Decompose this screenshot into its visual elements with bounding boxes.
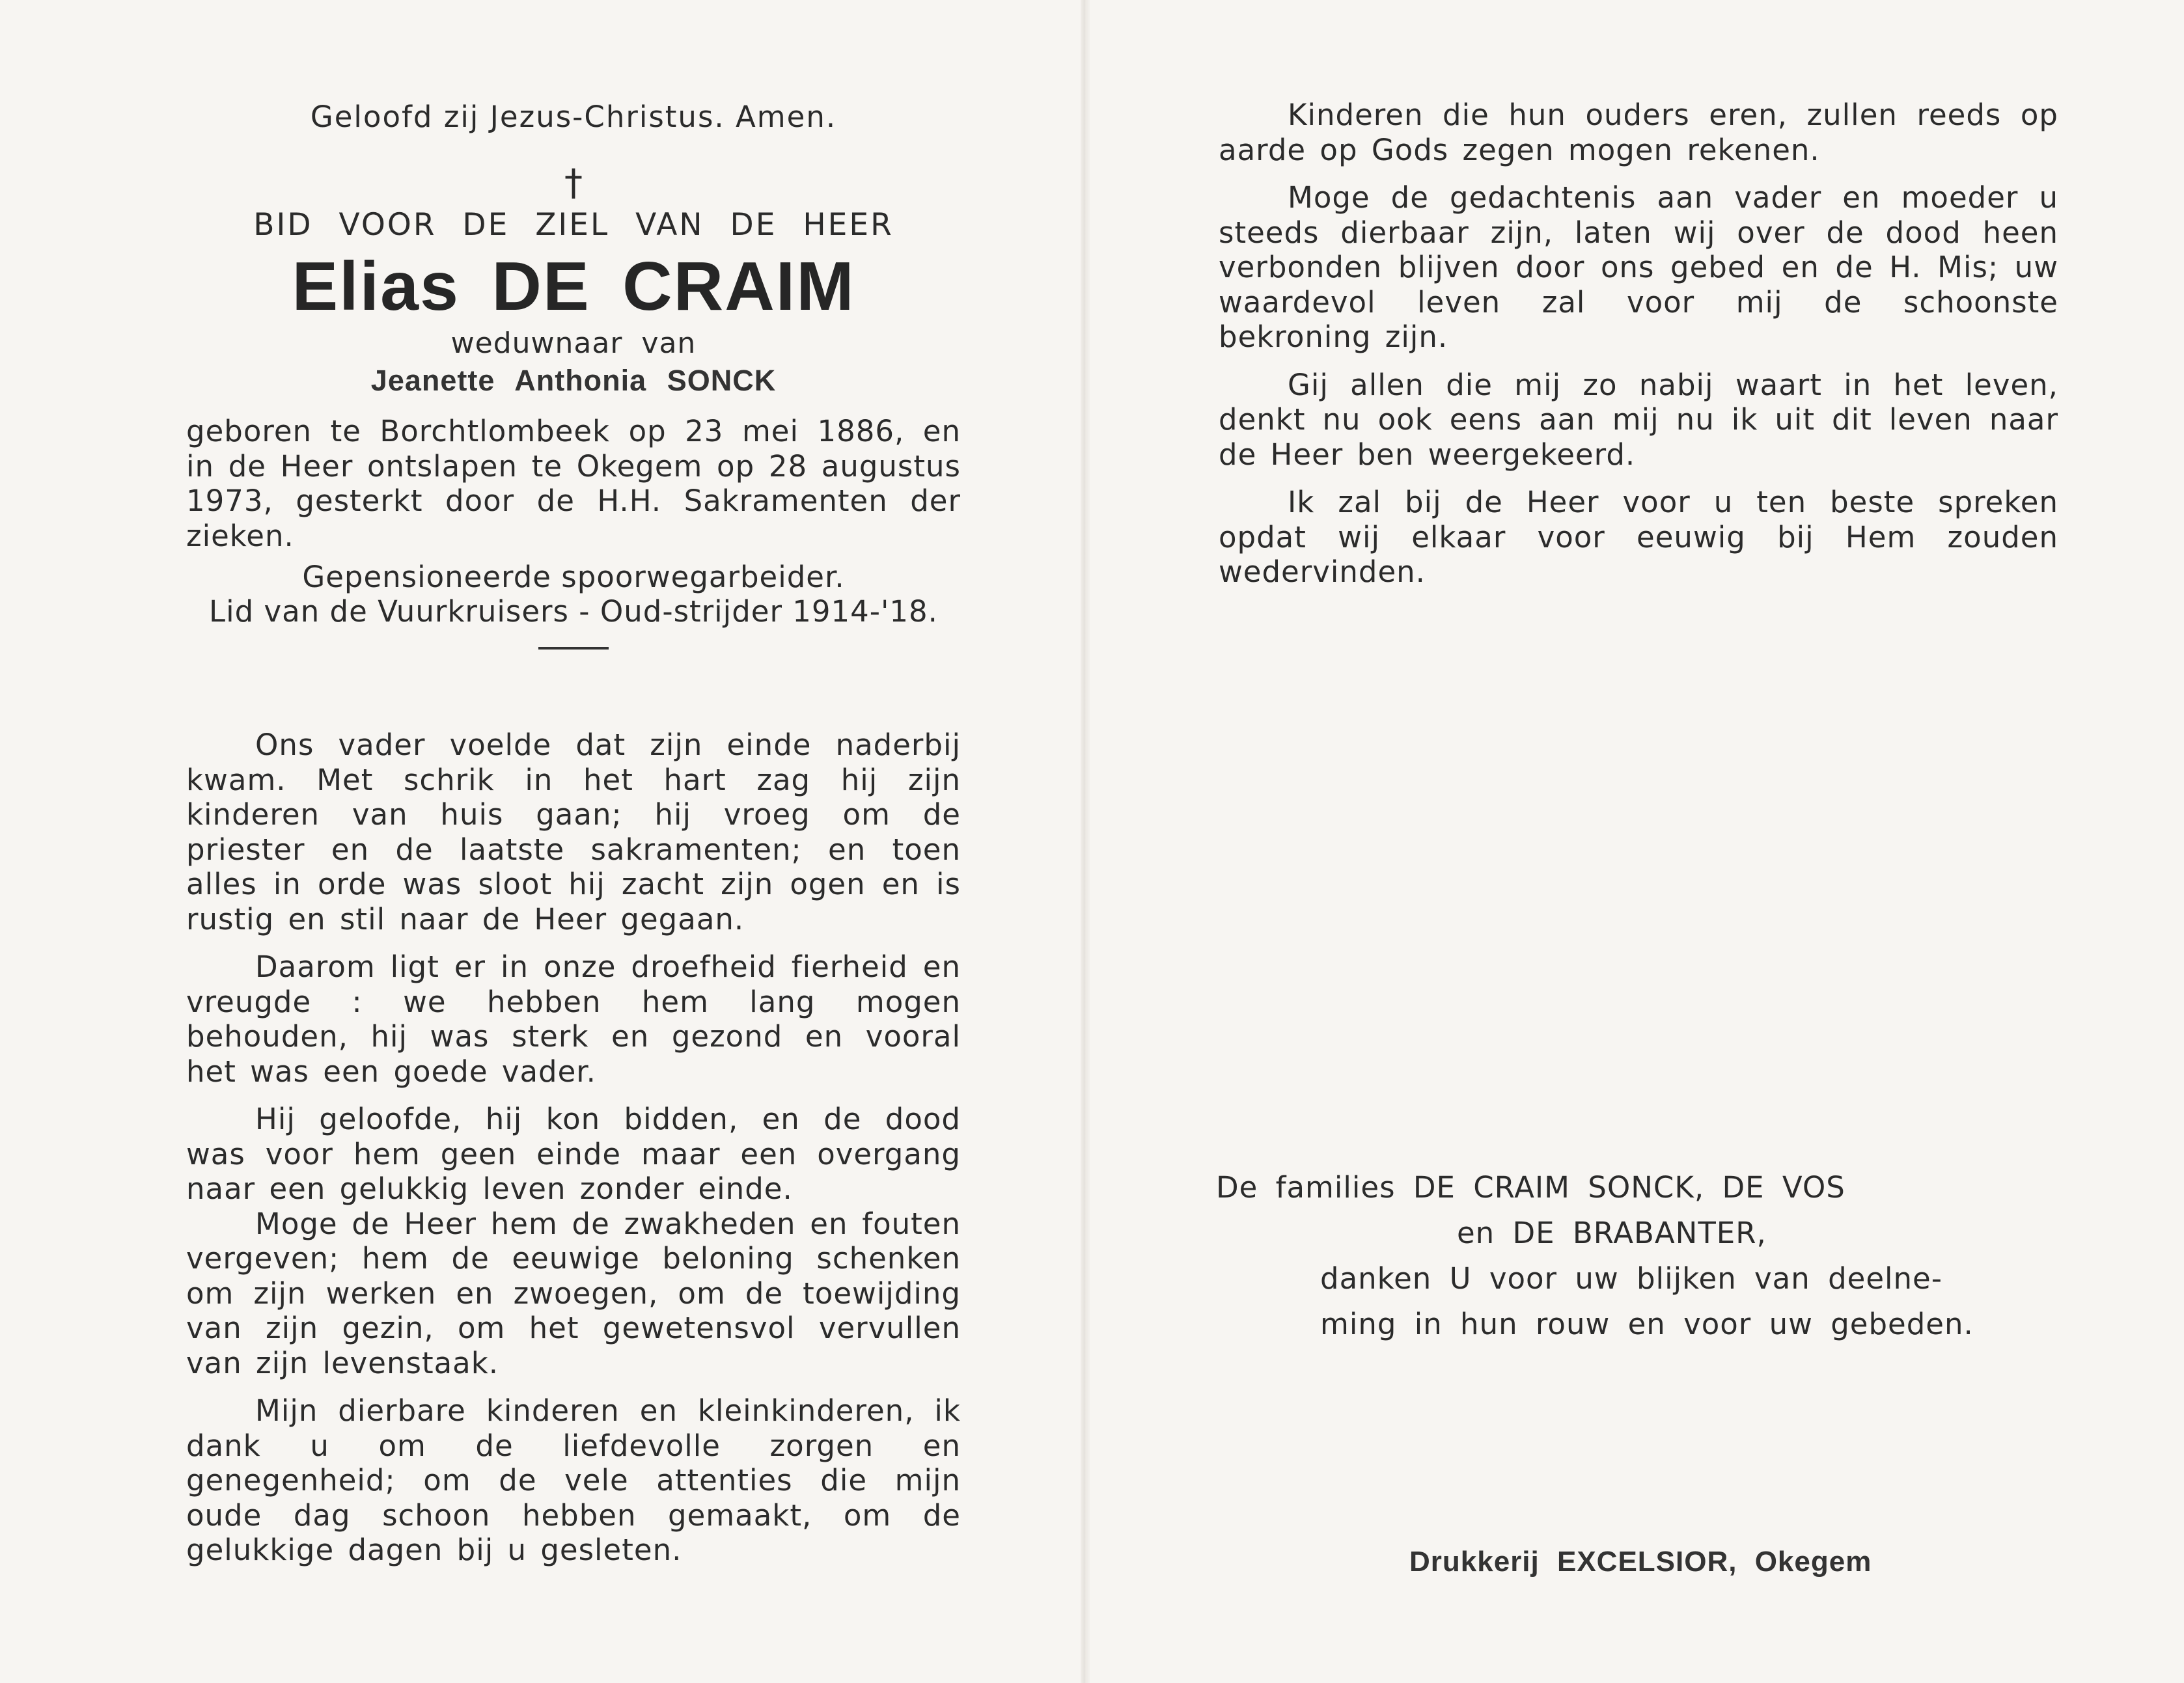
paragraph: Kinderen die hun ouders eren, zullen reeds op aarde op Gods zegen mogen rekenen. — [1219, 98, 2058, 167]
family-thanks — [1216, 1165, 2062, 1347]
prayer-heading: BID VOOR DE ZIEL VAN DE HEER — [253, 207, 894, 243]
families-line: en DE BRABANTER, — [1457, 1216, 1767, 1250]
invocation: Geloofd zij Jezus-Christus. Amen. — [310, 100, 837, 134]
paragraph: Hij geloofde, hij kon bidden, en de dood was voor hem geen einde maar een overgang naar een gelukkig leven zonder einde. — [186, 1102, 961, 1206]
families-line: De families DE CRAIM SONCK, DE VOS — [1216, 1170, 1845, 1205]
paragraph: Daarom ligt er in onze droefheid fierheid en vreugde : we hebben hem lang mogen behouden, hij was sterk en gezond en vooral het was een goede vader. — [186, 950, 961, 1089]
membership: Lid van de Vuurkruisers - Oud-strijder 1914-'18. — [209, 594, 938, 629]
occupation: Gepensioneerde spoorwegarbeider. — [302, 560, 845, 594]
thanks-line: ming in hun rouw en voor uw gebeden. — [1320, 1307, 1974, 1341]
paragraph: Gij allen die mij zo nabij waart in het leven, denkt nu ook eens aan mij nu ik uit dit leven naar de Heer ben weergekeerd. — [1219, 367, 2058, 472]
spouse-name: Jeanette Anthonia SONCK — [370, 364, 777, 397]
card-fold — [1081, 0, 1090, 1683]
right-panel — [1219, 98, 2058, 590]
paragraph: Ons vader voelde dat zijn einde naderbij kwam. Met schrik in het hart zag hij zijn kinderen van huis gaan; hij vroeg om de priester en de laatste sakramenten; en toen alles in orde was sloot hij zacht zijn ogen en is rustig en stil naar de Heer gegaan. — [186, 728, 961, 937]
paragraph: Moge de gedachtenis aan vader en moeder u steeds dierbaar zijn, laten wij over de dood heen verbonden blijven door ons gebed en de H. Mis; uw waardevol leven zal voor mij de schoonste bekroning zijn. — [1219, 180, 2058, 354]
printer-credit: Drukkerij EXCELSIOR, Okegem — [1409, 1546, 1872, 1578]
thanks-line: danken U voor uw blijken van deelne- — [1320, 1261, 1942, 1296]
widower-of: weduwnaar van — [450, 327, 697, 360]
left-panel — [186, 98, 961, 1568]
paragraph: Mijn dierbare kinderen en kleinkinderen, ik dank u om de liefdevolle zorgen en genegenheid; om de vele attenties die mijn oude dag schoon hebben gemaakt, om de gelukkige dagen bij u gesleten. — [186, 1393, 961, 1567]
deceased-name: Elias DE CRAIM — [292, 248, 855, 325]
biography: geboren te Borchtlombeek op 23 mei 1886, en in de Heer ontslapen te Okegem op 28 augustus 1973, gesterkt door de H.H. Sakramenten der zieken. — [186, 414, 961, 553]
paragraph: Ik zal bij de Heer voor u ten beste spreken opdat wij elkaar voor eeuwig bij Hem zouden wedervinden. — [1219, 485, 2058, 589]
paragraph: Moge de Heer hem de zwakheden en fouten vergeven; hem de eeuwige beloning schenken om zijn werken en zwoegen, om de toewijding van zijn gezin, om het gewetensvol vervullen van zijn levenstaak. — [186, 1206, 961, 1380]
cross-icon: † — [564, 162, 583, 204]
